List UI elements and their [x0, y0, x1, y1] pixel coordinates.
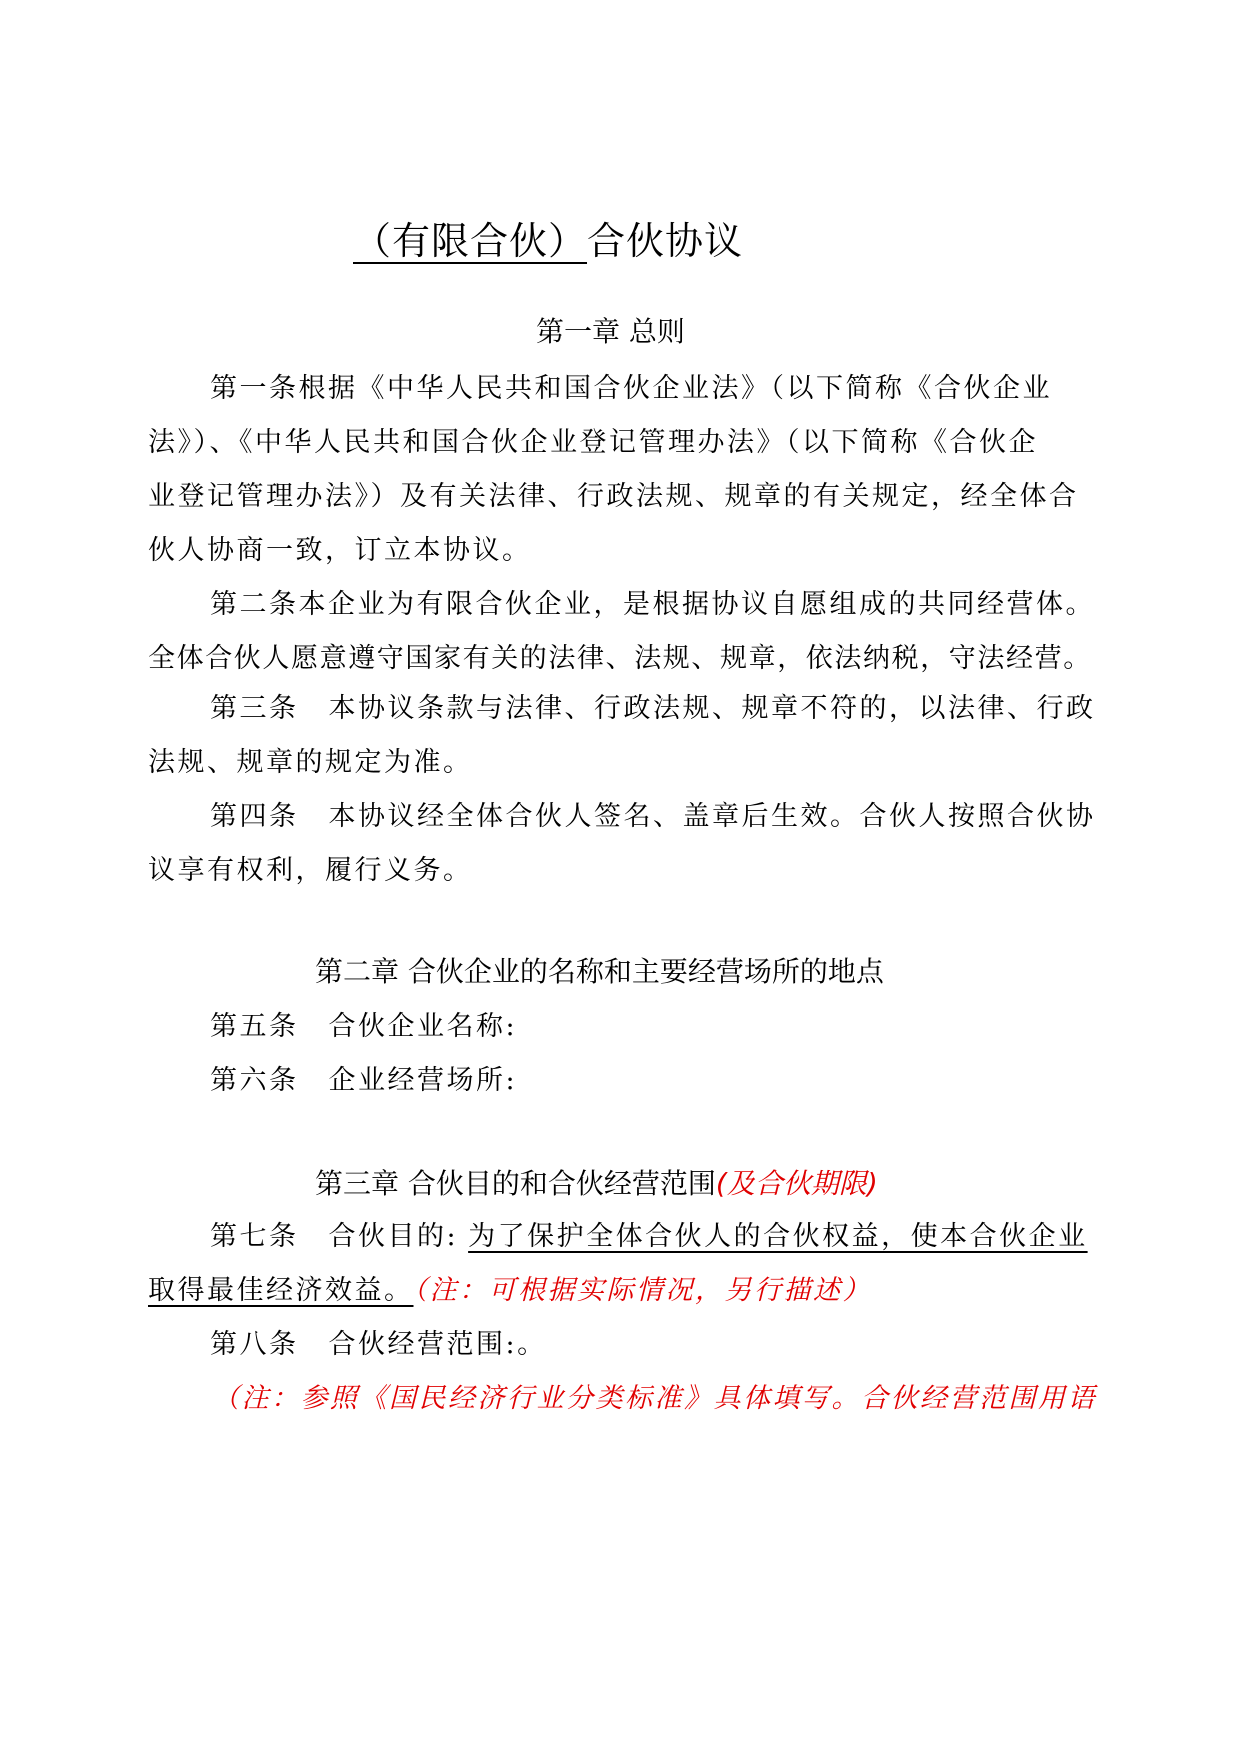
chapter-3-heading — [315, 1162, 878, 1202]
article-6-label: 第六条 — [210, 1065, 299, 1096]
article-3-line-2: 法规、规章的规定为准。 — [148, 747, 473, 778]
article-2-line-1: 第二条本企业为有限合伙企业，是根据协议自愿组成的共同经营体。 — [210, 589, 1095, 620]
article-2-line-2: 全体合伙人愿意遵守国家有关的法律、法规、规章，依法纳税，守法经营。 — [148, 643, 1092, 674]
article-8-label: 第八条 — [210, 1329, 299, 1360]
article-7-prefix: 合伙目的: — [328, 1221, 459, 1252]
article-4-label: 第四条 — [210, 801, 299, 832]
title-underlined-part: （有限合伙） — [353, 219, 588, 263]
article-1-line-3: 业登记管理办法》）及有关法律、行政法规、规章的有关规定，经全体合 — [148, 481, 1079, 512]
article-4-line-1 — [210, 794, 1096, 833]
document-title — [353, 210, 743, 265]
article-8-note: （注：参照《国民经济行业分类标准》具体填写。合伙经营范围用语 — [212, 1383, 1097, 1414]
article-8-line — [210, 1322, 547, 1361]
article-5-label: 第五条 — [210, 1011, 299, 1042]
article-5-line — [210, 1004, 517, 1043]
article-7-line-2 — [148, 1268, 872, 1307]
chapter-2-heading: 第二章 合伙企业的名称和主要经营场所的地点 — [315, 955, 884, 988]
chapter-3-heading-note: (及合伙期限) — [715, 1167, 878, 1200]
article-1-line-1: 第一条根据《中华人民共和国合伙企业法》（以下简称《合伙企业 — [210, 373, 1052, 404]
article-4-text: 本协议经全体合伙人签名、盖章后生效。合伙人按照合伙协 — [328, 801, 1096, 832]
article-6-line — [210, 1058, 517, 1097]
article-4-line-2: 议享有权利，履行义务。 — [148, 855, 473, 886]
article-6-text: 企业经营场所: — [328, 1065, 518, 1096]
article-1-line-2: 法》）、《中华人民共和国合伙企业登记管理办法》（以下简称《合伙企 — [148, 427, 1038, 458]
article-3-text: 本协议条款与法律、行政法规、规章不符的，以法律、行政 — [328, 693, 1096, 724]
article-1-line-4: 伙人协商一致，订立本协议。 — [148, 535, 532, 566]
article-5-text: 合伙企业名称: — [328, 1011, 518, 1042]
article-7-note: （注：可根据实际情况，另行描述） — [413, 1275, 872, 1306]
chapter-1-heading: 第一章 总则 — [536, 315, 685, 348]
article-8-text: 合伙经营范围:。 — [328, 1329, 547, 1360]
article-7-line-1 — [210, 1214, 1088, 1253]
title-rest: 合伙协议 — [587, 219, 744, 263]
article-7-purpose-line-2: 取得最佳经济效益。 — [148, 1275, 414, 1306]
article-3-line-1 — [210, 686, 1096, 725]
article-3-label: 第三条 — [210, 693, 299, 724]
chapter-3-heading-text: 第三章 合伙目的和合伙经营范围 — [315, 1167, 716, 1200]
article-7-label: 第七条 — [210, 1221, 299, 1252]
article-7-purpose-line-1: 为了保护全体合伙人的合伙权益，使本合伙企业 — [468, 1221, 1088, 1252]
